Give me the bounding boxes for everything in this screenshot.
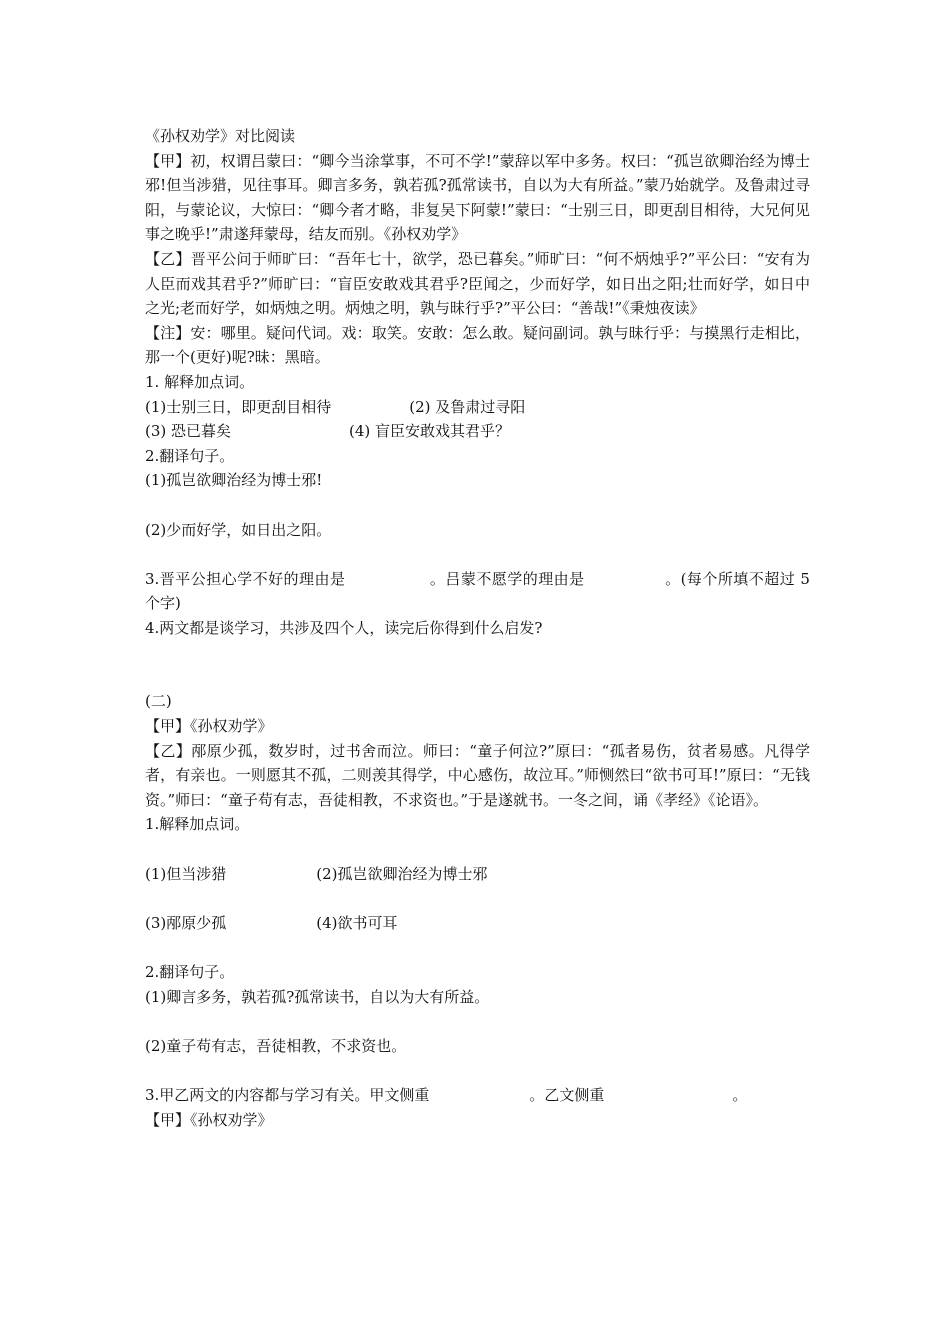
question-3	[145, 567, 810, 616]
question-1: 1. 解释加点词。	[145, 372, 255, 391]
document-page	[145, 124, 810, 1132]
q3-part-b: 。吕蒙不愿学的理由是	[429, 569, 585, 588]
section-2-yi: 【乙】邴原少孤，数岁时，过书舍而泣。师曰：“童子何泣?”原曰：“孤者易伤，贫者易感。凡得学者，有亲也。一则愿其不孤，二则羡其得学，中心感伤，故泣耳。”师恻然曰“欲书可耳!”原曰：“无钱资。”师曰：“童子苟有志，吾徒相教，不求资也。”于是遂就书。一冬之间，诵《孝经》《论语》。	[145, 741, 810, 809]
section-2-question-2: 2.翻译句子。	[145, 963, 235, 981]
section-2-q1-row-1	[145, 862, 810, 887]
s2-q1-item-3: (3)邴原少孤	[145, 913, 227, 932]
section-2-question-3	[145, 1083, 810, 1108]
section-2-q2-item-1: (1)卿言多务，孰若孤?孤常读书，自以为大有所益。	[145, 987, 490, 1006]
annotation-note: 【注】安：哪里。疑问代词。戏：取笑。安敢：怎么敢。疑问副词。孰与昧行乎：与摸黑行走相比，那一个(更好)呢?昧：黑暗。	[145, 323, 810, 367]
section-2-q2-item-2: (2)童子苟有志，吾徒相教，不求资也。	[145, 1036, 407, 1055]
passage-yi: 【乙】晋平公问于师旷曰：“吾年七十，欲学，恐已暮矣。”师旷曰：“何不炳烛乎?”平公曰：“安有为人臣而戏其君乎?”师旷曰：“盲臣安敢戏其君乎?臣闻之，少而好学，如日出之阳;壮而好学，如日中之光;老而好学，如炳烛之明。炳烛之明，孰与昧行乎?”平公曰：“善哉!”《秉烛夜读》	[145, 249, 810, 318]
passage-jia: 【甲】初，权谓吕蒙曰：“卿今当涂掌事，不可不学!”蒙辞以军中多务。权曰：“孤岂欲卿治经为博士邪!但当涉猎，见往事耳。卿言多务，孰若孤?孤常读书，自以为大有所益。”蒙乃始就学。及鲁肃过寻阳，与蒙论议，大惊曰：“卿今者才略，非复吴下阿蒙!”蒙曰：“士别三日，即更刮目相待，大兄何见事之晚乎!”肃遂拜蒙母，结友而别。《孙权劝学》	[145, 151, 810, 244]
q3-part-a: 3.晋平公担心学不好的理由是	[145, 569, 346, 588]
s2-q1-item-2: (2)孤岂欲卿治经为博士邪	[316, 864, 488, 883]
question-4: 4.两文都是谈学习，共涉及四个人，读完后你得到什么启发?	[145, 618, 543, 637]
q1-item-1: (1)士别三日，即更刮目相待	[145, 397, 332, 416]
question-2-item-1: (1)孤岂欲卿治经为博士邪!	[145, 471, 323, 490]
question-1-row-2	[145, 419, 810, 444]
question-2-item-2: (2)少而好学，如日出之阳。	[145, 520, 332, 539]
s2-q3-part-c: 。	[732, 1085, 748, 1104]
section-2-tail: 【甲】《孙权劝学》	[145, 1110, 273, 1129]
section-2-jia: 【甲】《孙权劝学》	[145, 717, 273, 736]
section-2-q1-row-2	[145, 911, 810, 936]
question-2: 2.翻译句子。	[145, 446, 235, 465]
doc-title: 《孙权劝学》对比阅读	[145, 127, 296, 145]
s2-q3-part-b: 。乙文侧重	[529, 1085, 605, 1104]
section-2-question-1: 1.解释加点词。	[145, 815, 250, 834]
question-1-row-1	[145, 395, 810, 420]
s2-q1-item-4: (4)欲书可耳	[316, 913, 398, 932]
q1-item-3: (3) 恐已暮矣	[145, 422, 232, 441]
q3-part-c: 。(每个所填不超过 5 个字)	[145, 569, 810, 613]
q1-item-4: (4) 盲臣安敢戏其君乎？	[349, 422, 511, 441]
section-2-heading: (二)	[145, 692, 172, 711]
q1-item-2: (2) 及鲁肃过寻阳	[409, 397, 526, 416]
s2-q1-item-1: (1)但当涉猎	[145, 864, 227, 883]
s2-q3-part-a: 3.甲乙两文的内容都与学习有关。甲文侧重	[145, 1085, 430, 1104]
